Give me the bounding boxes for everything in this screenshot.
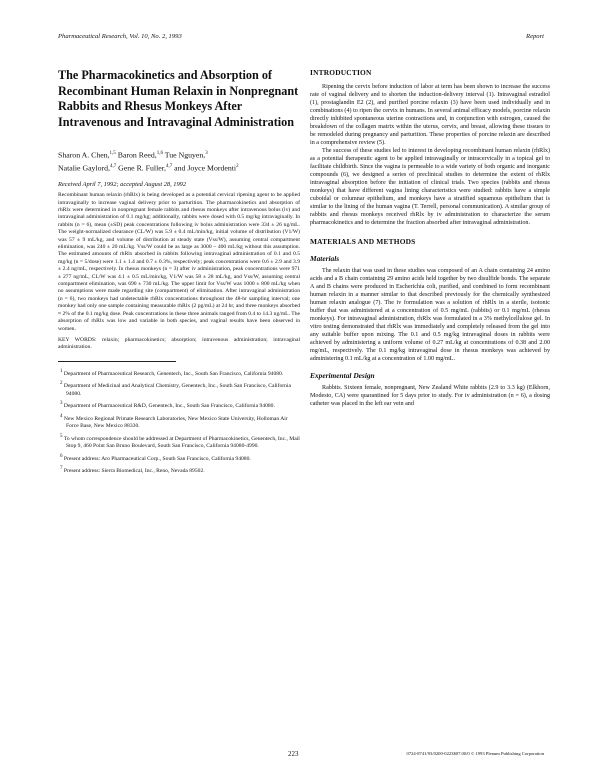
author-name: Tue Nguyen, <box>162 150 206 160</box>
footnote-mark: 5 <box>60 433 63 439</box>
footnote-text: Department of Medicinal and Analytical Chemistry, Genentech, Inc., South San Francisco, California 94080. <box>63 383 291 397</box>
right-column <box>310 68 550 408</box>
author-name: and Joyce Mordenti <box>172 163 237 173</box>
footnote-mark: 7 <box>60 466 63 472</box>
footnote <box>58 433 300 451</box>
article-title: The Pharmacokinetics and Absorption of Recombinant Human Relaxin in Nonpregnant Rabbits and Rhesus Monkeys After Intravenous and Intravaginal Administration <box>58 68 299 129</box>
footnote <box>58 368 300 378</box>
footnote <box>58 400 300 410</box>
footnote <box>58 465 300 475</box>
footnote-text: Department of Pharmaceutical R&D, Genentech, Inc., South San Francisco, California 94080. <box>63 403 275 410</box>
introduction-paragraph: The success of these studies led to interest in developing recombinant human relaxin (rhRlx) as a potential therapeutic agent to be applied intravaginally or intracervically in a topical gel to facilitate childbirth. Since the vagina is permeable to a wide variety of both organic and inorganic compounds (6), we designed a series of preclinical studies to determine the extent of rhRlx intravaginal absorption before the initiation of clinical trials. Two species (rabbits and rhesus monkeys) that have different vagina lining characteristics were studied: rabbits have a simple cuboidal or columnar epithelium, and monkeys have a stratified squamous epithelium that is similar to the lining of the human vagina (T. Terrell, personal communication). A similar group of rabbits and rhesus monkeys received rhRlx by iv administration to characterize the serum pharmacokinetics and to determine the fraction absorbed after intravaginal administration. <box>310 148 550 226</box>
footnote-mark: 2 <box>60 381 63 387</box>
footnote-mark: 3 <box>60 401 63 407</box>
footnote <box>58 380 300 398</box>
page-number: 223 <box>288 750 299 758</box>
author-list <box>58 148 300 173</box>
author-affiliation-mark: 3 <box>205 151 208 156</box>
footnote-text: To whom correspondence should be addressed at Department of Pharmacokinetics, Genentech, Inc., Mail Stop 9, 460 Point San Bruno Boulevard, South San Francisco, California 94080-4990. <box>63 435 300 450</box>
author-affiliation-mark: 1,5 <box>109 151 116 156</box>
materials-paragraph: The relaxin that was used in these studies was composed of an A chain containing 24 amino acids and a B chain containing 29 amino acids held together by two disulfide bonds. The separate A and B chains were produced in Escherichia coli, purified, and combined to form recombinant human relaxin in a manner similar to that described previously for the chemically synthesized human relaxin analogue (7). The iv formulation was a solution of rhRlx in a sterile, isotonic buffer that was administered at a concentration of 0.5 mg/mL (rabbits) or 0.1 mg/mL (rhesus monkeys). For intravaginal administration, rhRlx was formulated in a 3% methylcellulose gel. In vitro testing demonstrated that rhRlx was immediately and completely released from the gel into any suitable buffer upon mixing. The 0.1 and 0.5 mg/kg intravaginal doses in rabbits were achieved by administering a uniform volume of 0.27 mL/kg at concentrations of 0.38 and 2.00 mg/mL, respectively. The 0.1 mg/kg intravaginal dose in rhesus monkeys was achieved by administering 0.1 mL/kg at a concentration of 1.00 mg/mL. <box>310 268 550 362</box>
footnote <box>58 413 300 431</box>
experimental-design-paragraph: Rabbits. Sixteen female, nonpregnant, New Zealand White rabbits (2.9 to 3.3 kg) (Elkhorn, Modesto, CA) were quarantined for 5 days prior to study. For iv administration (n = 6), a dosing catheter was placed in the left ear vein and <box>310 385 550 407</box>
footnote <box>58 453 300 463</box>
article-type-label: Report <box>526 33 544 40</box>
abstract-text: Recombinant human relaxin (rhRlx) is being developed as a potential cervical ripening agent to be applied intravaginally to increase vaginal delivery prior to parturition. The pharmacokinetics and absorption of rhRlx were determined in nonpregnant female rabbits and rhesus monkeys after intravenous bolus (iv) and intravaginal administration of 0.1 mg/kg; additionally, rabbits were dosed with 0.5 mg/kg intravaginally. In rabbits (n = 6), mean (±SD) peak concentrations following iv bolus administration were 334 ± 26 ng/mL. The weight-normalized clearance (CL/W) was 5.9 ± 0.4 mL/min/kg, initial volume of distribution (V1/W) was 57 ± 9 mL/kg, and volume of distribution at steady state (Vss/W), assuming central compartment elimination, was 240 ± 20 mL/kg. Vss/W could be as large as 3000 – 400 mL/kg without this assumption. The estimated amounts of rhRlx absorbed in rabbits following intravaginal administration of 0.1 and 0.5 mg/kg (n = 5/dose) were 1.1 ± 1.4 and 0.7 ± 0.3%, respectively; peak concentrations were 0.6 ± 2.9 and 3.9 ± 2.4 ng/mL, respectively. In rhesus monkeys (n = 3) after iv administration, peak concentrations were 971 ± 277 ng/mL, CL/W was 4.1 ± 0.5 mL/min/kg, V1/W was 58 ± 28 mL/kg, and Vss/W, assuming central compartment elimination, was 690 ± 730 mL/kg. The upper limit for Vss/W was 1000 ± 800 mL/kg when no assumptions were made regarding site (compartment) of elimination. After intravaginal administration (n = 6), two monkeys had undetectable rhRlx concentrations throughout the 48-hr sampling interval; one monkey had only one sample containing measurable rhRlx (2 pg/mL) at 24 hr, and three monkeys absorbed ≈ 2% of the 0.1 mg/kg dose. Peak concentrations in these three animals ranged from 0.4 to 14.3 ng/mL. The absorption of rhRlx was low and variable in both species, and vaginal results have been observed in women. <box>58 192 300 332</box>
author-name: Baron Reed, <box>115 150 157 160</box>
introduction-heading: INTRODUCTION <box>310 68 372 77</box>
left-column <box>58 68 300 478</box>
author-affiliation-mark: 4,7 <box>165 163 173 169</box>
received-dates: Received April 7, 1992; accepted August 28, 1992 <box>58 181 187 189</box>
methods-heading: MATERIALS AND METHODS <box>310 237 416 246</box>
footnote-mark: 6 <box>60 453 63 459</box>
footnote-mark: 4 <box>60 413 63 419</box>
author-affiliation-mark: 2 <box>236 163 239 169</box>
footnote-divider <box>58 361 176 362</box>
author-affiliation-mark: 4,7 <box>109 163 117 169</box>
footnote-text: New Mexico Regional Primate Research Laboratories, New Mexico State University, Holloman Air Force Base, New Mexico 88330. <box>63 415 288 430</box>
journal-header: Pharmaceutical Research, Vol. 10, No. 2, 1993 <box>58 33 182 40</box>
materials-subheading: Materials <box>310 254 340 263</box>
keywords: KEY WORDS: relaxin; pharmacokinetics; absorption; intravenous administration; intravaginal administration. <box>58 336 300 351</box>
footnote-text: Present address: Sierra Biomedical, Inc., Reno, Nevada 89502. <box>63 468 205 475</box>
footnote-text: Present address: Aro Pharmaceutical Corp., South San Francisco, California 94080. <box>63 455 251 462</box>
footnote-mark: 1 <box>60 368 63 374</box>
footnotes <box>58 368 300 476</box>
copyright-line: 0724-8741/93/0200-0223$07.00/0 © 1993 Plenum Publishing Corporation <box>406 751 544 756</box>
author-affiliation-mark: 1,6 <box>156 151 163 156</box>
introduction-paragraph: Ripening the cervix before induction of labor at term has been shown to increase the success rate of vaginal delivery and to shorten the induction-delivery interval (1). Intravaginal estradiol (1), prostaglandin E2 (2), and purified porcine relaxin (3) have been used individually and in combinations (4) to ripen the cervix in humans. In several animal efficacy models, porcine relaxin directly inhibited spontaneous uterine contractions and, in conjunction with estrogen, caused the breakdown of the collagen matrix within the uterus, cervix, and breast, allowing these tissues to be remodeled during pregnancy and parturition. These properties of porcine relaxin are described in a comprehensive review (5). <box>310 84 550 146</box>
author-name: Natalie Gaylord, <box>58 163 110 173</box>
footnote-text: Department of Pharmaceutical Research, Genentech, Inc., South San Francisco, California 94080. <box>63 370 284 377</box>
author-name: Gene R. Fuller, <box>116 163 166 173</box>
experimental-design-subheading: Experimental Design <box>310 371 375 380</box>
author-name: Sharon A. Chen, <box>58 150 110 160</box>
